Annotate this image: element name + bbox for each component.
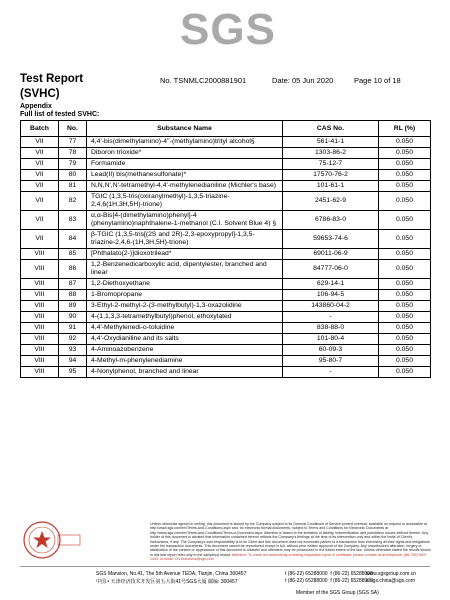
table-row	[21, 170, 431, 181]
cell-rl: 0.050	[379, 312, 431, 323]
cell-batch: VII	[21, 192, 59, 211]
cell-cas: 6786-83-0	[283, 211, 379, 230]
table-row	[21, 356, 431, 367]
cell-rl: 0.050	[379, 137, 431, 148]
list-title: Full list of tested SVHC:	[20, 111, 100, 118]
page-number: Page 10 of 18	[354, 76, 401, 85]
cell-batch: VIII	[21, 323, 59, 334]
cell-cas: 75-12-7	[283, 159, 379, 170]
email: e sgs.china@sgs.com	[366, 578, 415, 584]
report-date: Date: 05 Jun 2020	[272, 76, 334, 85]
table-row	[21, 367, 431, 378]
address-cn: 中国 • 天津经济技术开发区第五大街41号SGS大厦 邮编: 300457	[96, 579, 238, 585]
cell-substance: 4-(1,1,3,3-tetramethylbutyl)phenol, ethoxylated	[87, 312, 283, 323]
table-row	[21, 192, 431, 211]
cell-substance: TGIC (1,3,5-tris(oxiranylmethyl)-1,3,5-triazine-2,4,6(1H,3H,5H)-trione)	[87, 192, 283, 211]
cell-cas: 106-94-5	[283, 290, 379, 301]
cell-no: 80	[59, 170, 87, 181]
phone-fax-1	[285, 571, 373, 577]
tel-2: t (86-22) 65288000	[285, 578, 328, 584]
cell-batch: VIII	[21, 367, 59, 378]
cell-rl: 0.050	[379, 334, 431, 345]
cell-batch: VIII	[21, 260, 59, 279]
table-row	[21, 230, 431, 249]
cell-substance: 4,4'-bis(dimethylamino)-4''-(methylamino)trityl alcohol§	[87, 137, 283, 148]
cell-cas: 143860-04-2	[283, 301, 379, 312]
cell-batch: VII	[21, 148, 59, 159]
report-number: No. TSNMLC2000881901	[160, 76, 247, 85]
cell-no: 89	[59, 301, 87, 312]
cell-substance: β-TGIC (1,3,5-tris[(2S and 2R)-2,3-epoxypropyl]-1,3,5-triazine-2,4,6-(1H,3H,5H)-trione)	[87, 230, 283, 249]
cell-batch: VII	[21, 170, 59, 181]
report-subtitle: (SVHC)	[20, 88, 60, 100]
cell-no: 95	[59, 367, 87, 378]
cell-substance: Formamide	[87, 159, 283, 170]
attention-text: Attention: To check the authenticity of testing /inspection report & certificate, please contact us at telephone: (86-755) 8307 1443, or email: CN.Doccheck@sgs.com	[150, 552, 427, 562]
cell-rl: 0.050	[379, 290, 431, 301]
cell-no: 81	[59, 181, 87, 192]
cell-no: 79	[59, 159, 87, 170]
cell-substance: 3-Ethyl-2-methyl-2-(3-methylbutyl)-1,3-oxazolidine	[87, 301, 283, 312]
cell-substance: 4-Nonylphenol, branched and linear	[87, 367, 283, 378]
table-row	[21, 301, 431, 312]
cell-rl: 0.050	[379, 301, 431, 312]
cell-cas: 17570-76-2	[283, 170, 379, 181]
cell-cas: 561-41-1	[283, 137, 379, 148]
cell-rl: 0.050	[379, 356, 431, 367]
cell-rl: 0.050	[379, 170, 431, 181]
header-rl: RL (%)	[379, 121, 431, 137]
cell-rl: 0.050	[379, 159, 431, 170]
cell-batch: VIII	[21, 279, 59, 290]
cell-no: 88	[59, 290, 87, 301]
footer-divider	[20, 566, 430, 567]
fax-1: f (86-22) 65288000	[330, 571, 373, 577]
cell-substance: N,N,N',N'-tetramethyl-4,4'-methylenedianiline (Michler's base)	[87, 181, 283, 192]
cell-cas: 69011-06-9	[283, 249, 379, 260]
cell-substance: Diboron trioxide*	[87, 148, 283, 159]
table-row	[21, 323, 431, 334]
cell-cas: -	[283, 312, 379, 323]
cell-substance: 1,2-Benzenedicarboxylic acid, dipentylester, branched and linear	[87, 260, 283, 279]
cell-substance: 4-Methyl-m-phenylenediamine	[87, 356, 283, 367]
cell-batch: VIII	[21, 345, 59, 356]
cell-no: 94	[59, 356, 87, 367]
cell-cas: 629-14-1	[283, 279, 379, 290]
cell-cas: 59653-74-6	[283, 230, 379, 249]
cell-no: 86	[59, 260, 87, 279]
cell-no: 85	[59, 249, 87, 260]
website: www.sgsgroup.com.cn	[366, 571, 417, 577]
cell-rl: 0.050	[379, 148, 431, 159]
disclaimer-text: Unless otherwise agreed in writing, this document is issued by the Company subject to its General Conditions of Service printed overleaf, available on request or accessible at http://www.sgs.com/en/Terms-and-Conditions.aspx and, for electronic format documents, subject to Terms and Conditions for Electronic Documents at http://www.sgs.com/en/Terms-and-Conditions/Terms-e-Document.aspx. Attention is drawn to the limitation of liability, indemnification and jurisdiction issues defined therein. Any holder of this document is advised that information contained hereon reflects the Company's findings at the time of its intervention only and within the limits of Client's instructions, if any. The Company's sole responsibility is to its Client and this document does not exonerate parties to a transaction from exercising all their rights and obligations under the transaction documents. This document cannot be reproduced except in full, without prior written approval of the Company. Any unauthorized alteration, forgery or falsification of the content or appearance of this document is unlawful and offenders may be prosecuted to the fullest extent of the law. Unless otherwise stated the results shown in this test report refer only to the sample(s) tested.	[150, 522, 431, 557]
member-note: Member of the SGS Group (SGS SA)	[296, 590, 379, 596]
cell-cas: 95-80-7	[283, 356, 379, 367]
cell-substance: 1,2-Diethoxyethane	[87, 279, 283, 290]
table-row	[21, 345, 431, 356]
cell-batch: VIII	[21, 356, 59, 367]
cell-substance: 4,4'-Oxydianiline and its salts	[87, 334, 283, 345]
table-row	[21, 290, 431, 301]
cell-no: 90	[59, 312, 87, 323]
table-header-row	[21, 121, 431, 137]
cell-batch: VII	[21, 137, 59, 148]
cell-batch: VII	[21, 230, 59, 249]
seal-stamp	[22, 520, 82, 560]
appendix-label: Appendix	[20, 103, 52, 110]
cell-no: 77	[59, 137, 87, 148]
header-substance: Substance Name	[87, 121, 283, 137]
table-row	[21, 211, 431, 230]
table-row	[21, 137, 431, 148]
cell-no: 92	[59, 334, 87, 345]
table-row	[21, 148, 431, 159]
appendix-heading	[20, 103, 99, 119]
header-cas: CAS No.	[283, 121, 379, 137]
cell-cas: 60-09-3	[283, 345, 379, 356]
disclaimer	[150, 522, 432, 562]
cell-no: 83	[59, 211, 87, 230]
cell-no: 84	[59, 230, 87, 249]
sgs-logo: SGS	[180, 5, 276, 54]
table-row	[21, 181, 431, 192]
header-no: No.	[59, 121, 87, 137]
cell-no: 78	[59, 148, 87, 159]
cell-rl: 0.050	[379, 260, 431, 279]
cell-rl: 0.050	[379, 345, 431, 356]
svhc-table	[20, 120, 431, 378]
cell-batch: VIII	[21, 249, 59, 260]
tel-1: t (86-22) 65288000	[285, 571, 328, 577]
phone-fax-2	[285, 578, 373, 584]
cell-rl: 0.050	[379, 249, 431, 260]
cell-cas: 101-61-1	[283, 181, 379, 192]
cell-rl: 0.050	[379, 279, 431, 290]
cell-rl: 0.050	[379, 230, 431, 249]
cell-cas: 101-80-4	[283, 334, 379, 345]
table-row	[21, 159, 431, 170]
cell-rl: 0.050	[379, 211, 431, 230]
cell-substance: Lead(II) bis(methanesulfonate)*	[87, 170, 283, 181]
cell-cas: 84777-06-0	[283, 260, 379, 279]
cell-substance: 4,4'-Methylenedi-o-toluidine	[87, 323, 283, 334]
cell-no: 82	[59, 192, 87, 211]
report-title: Test Report	[20, 73, 84, 85]
cell-no: 91	[59, 323, 87, 334]
cell-substance: α,α-Bis[4-(dimethylamino)phenyl]-4 (phenylamino)naphthalene-1-methanol (C.I. Solvent Blue 4) §	[87, 211, 283, 230]
cell-batch: VII	[21, 181, 59, 192]
header-batch: Batch	[21, 121, 59, 137]
cell-batch: VII	[21, 159, 59, 170]
table-row	[21, 279, 431, 290]
table-row	[21, 249, 431, 260]
cell-no: 87	[59, 279, 87, 290]
cell-cas: 838-88-0	[283, 323, 379, 334]
cell-no: 93	[59, 345, 87, 356]
cell-rl: 0.050	[379, 181, 431, 192]
cell-substance: 1-Bromopropane	[87, 290, 283, 301]
address-en: SGS Mansion, No.41, The 5th Avenue TEDA, Tianjin, China 300457	[96, 571, 247, 577]
cell-batch: VIII	[21, 290, 59, 301]
cell-batch: VII	[21, 211, 59, 230]
cell-cas: -	[283, 367, 379, 378]
cell-rl: 0.050	[379, 192, 431, 211]
cell-rl: 0.050	[379, 323, 431, 334]
cell-batch: VIII	[21, 301, 59, 312]
cell-substance: [Phthalato(2-)]dioxotrilead*	[87, 249, 283, 260]
cell-rl: 0.050	[379, 367, 431, 378]
table-row	[21, 260, 431, 279]
fax-2: f (86-22) 65288000	[330, 578, 373, 584]
cell-batch: VIII	[21, 312, 59, 323]
table-row	[21, 312, 431, 323]
cell-substance: 4-Aminoazobenzene	[87, 345, 283, 356]
table-row	[21, 334, 431, 345]
cell-cas: 2451-62-9	[283, 192, 379, 211]
cell-cas: 1303-86-2	[283, 148, 379, 159]
cell-batch: VIII	[21, 334, 59, 345]
